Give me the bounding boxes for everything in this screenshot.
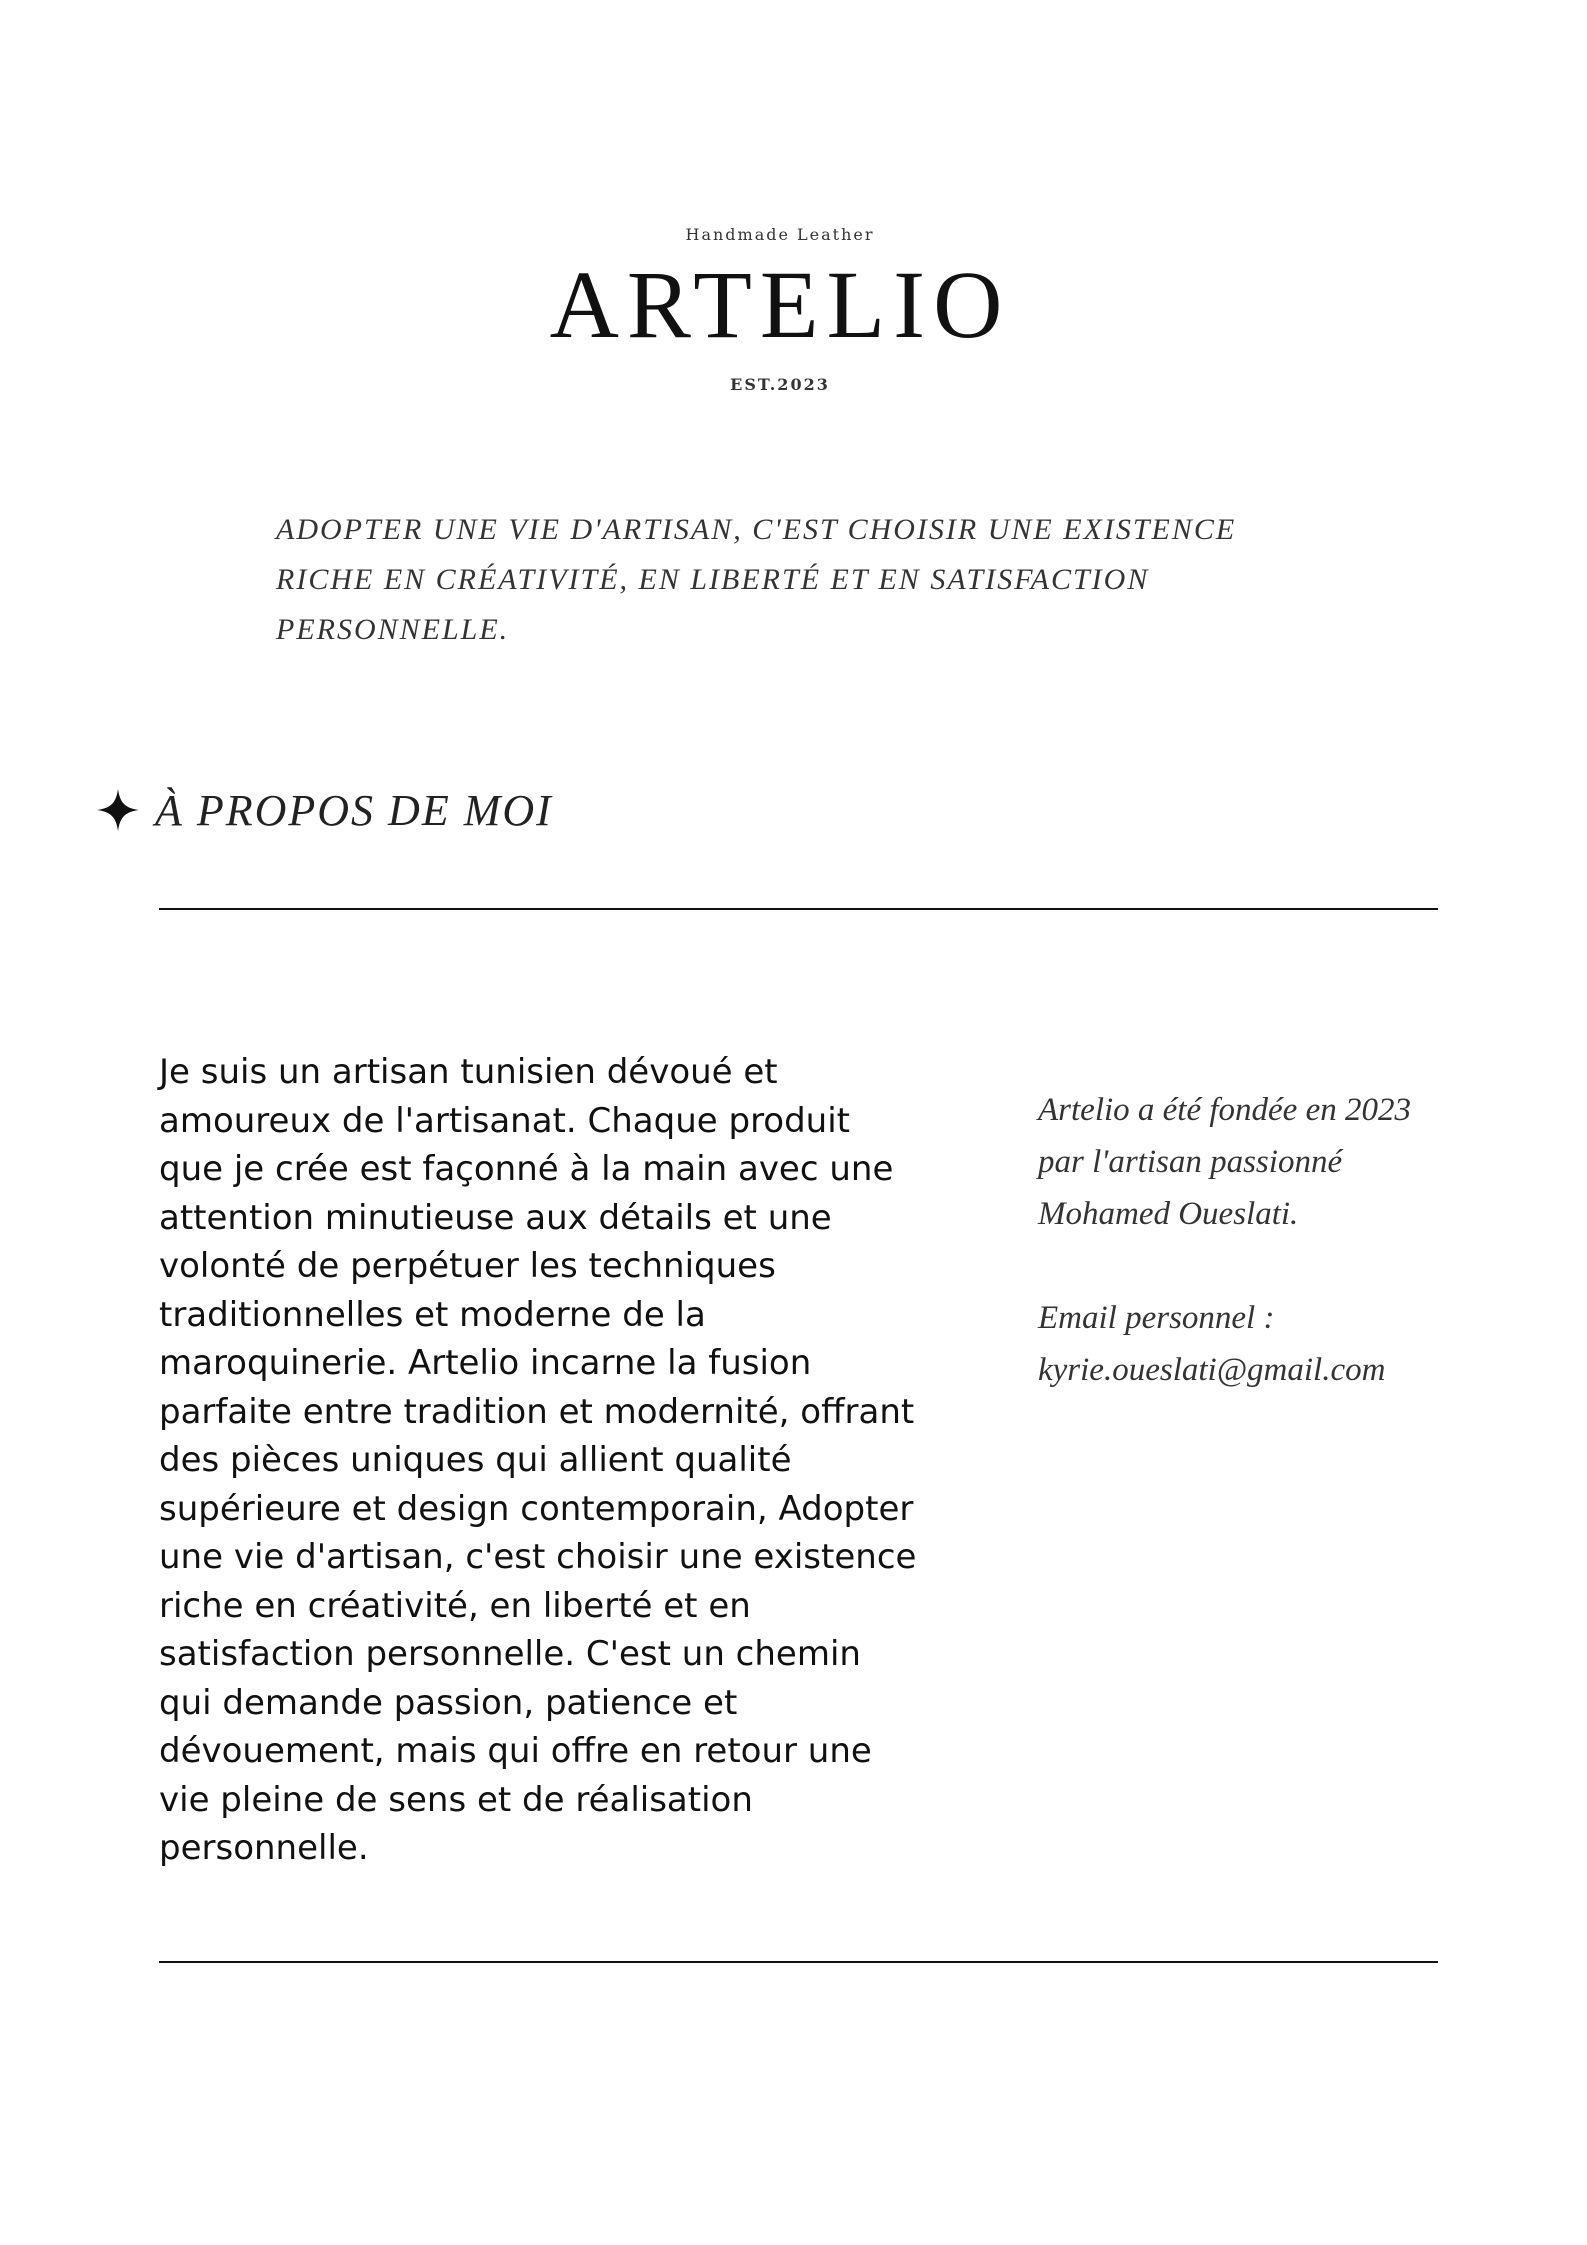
logo-established: EST.2023	[730, 375, 830, 394]
email-address: kyrie.oueslati@gmail.com	[1038, 1352, 1386, 1388]
brand-logo	[540, 225, 1020, 394]
founded-note: Artelio a été fondée en 2023 par l'artisan passionné Mohamed Oueslati.	[1038, 1092, 1411, 1232]
divider-top	[159, 908, 1438, 910]
logo-wordmark: ARTELIO	[549, 251, 1011, 358]
about-title: À PROPOS DE MOI	[155, 785, 553, 835]
side-note	[1038, 1084, 1458, 1396]
intro-quote: ADOPTER UNE VIE D'ARTISAN, C'EST CHOISIR UNE EXISTENCE RICHE EN CRÉATIVITÉ, EN LIBERTÉ ET EN SATISFACTION PERSONNELLE.	[276, 513, 1237, 646]
divider-bottom	[159, 1961, 1438, 1963]
logo-tagline: Handmade Leather	[685, 225, 875, 244]
about-section-header	[95, 780, 553, 840]
sparkle-icon	[95, 787, 141, 833]
email-label: Email personnel :	[1038, 1300, 1275, 1336]
about-body: Je suis un artisan tunisien dévoué et amoureux de l'artisanat. Chaque produit que je crée est façonné à la main avec une attention minutieuse aux détails et une volonté de perpétuer les techniques traditionnelles et moderne de la maroquinerie. Artelio incarne la fusion parfaite entre tradition et modernité, offrant des pièces uniques qui allient qualité supérieure et design contemporain, Adopter une vie d'artisan, c'est choisir une existence riche en créativité, en liberté et en satisfaction personnelle. C'est un chemin qui demande passion, patience et dévouement, mais qui offre en retour une vie pleine de sens et de réalisation personnelle.	[159, 1052, 917, 1868]
